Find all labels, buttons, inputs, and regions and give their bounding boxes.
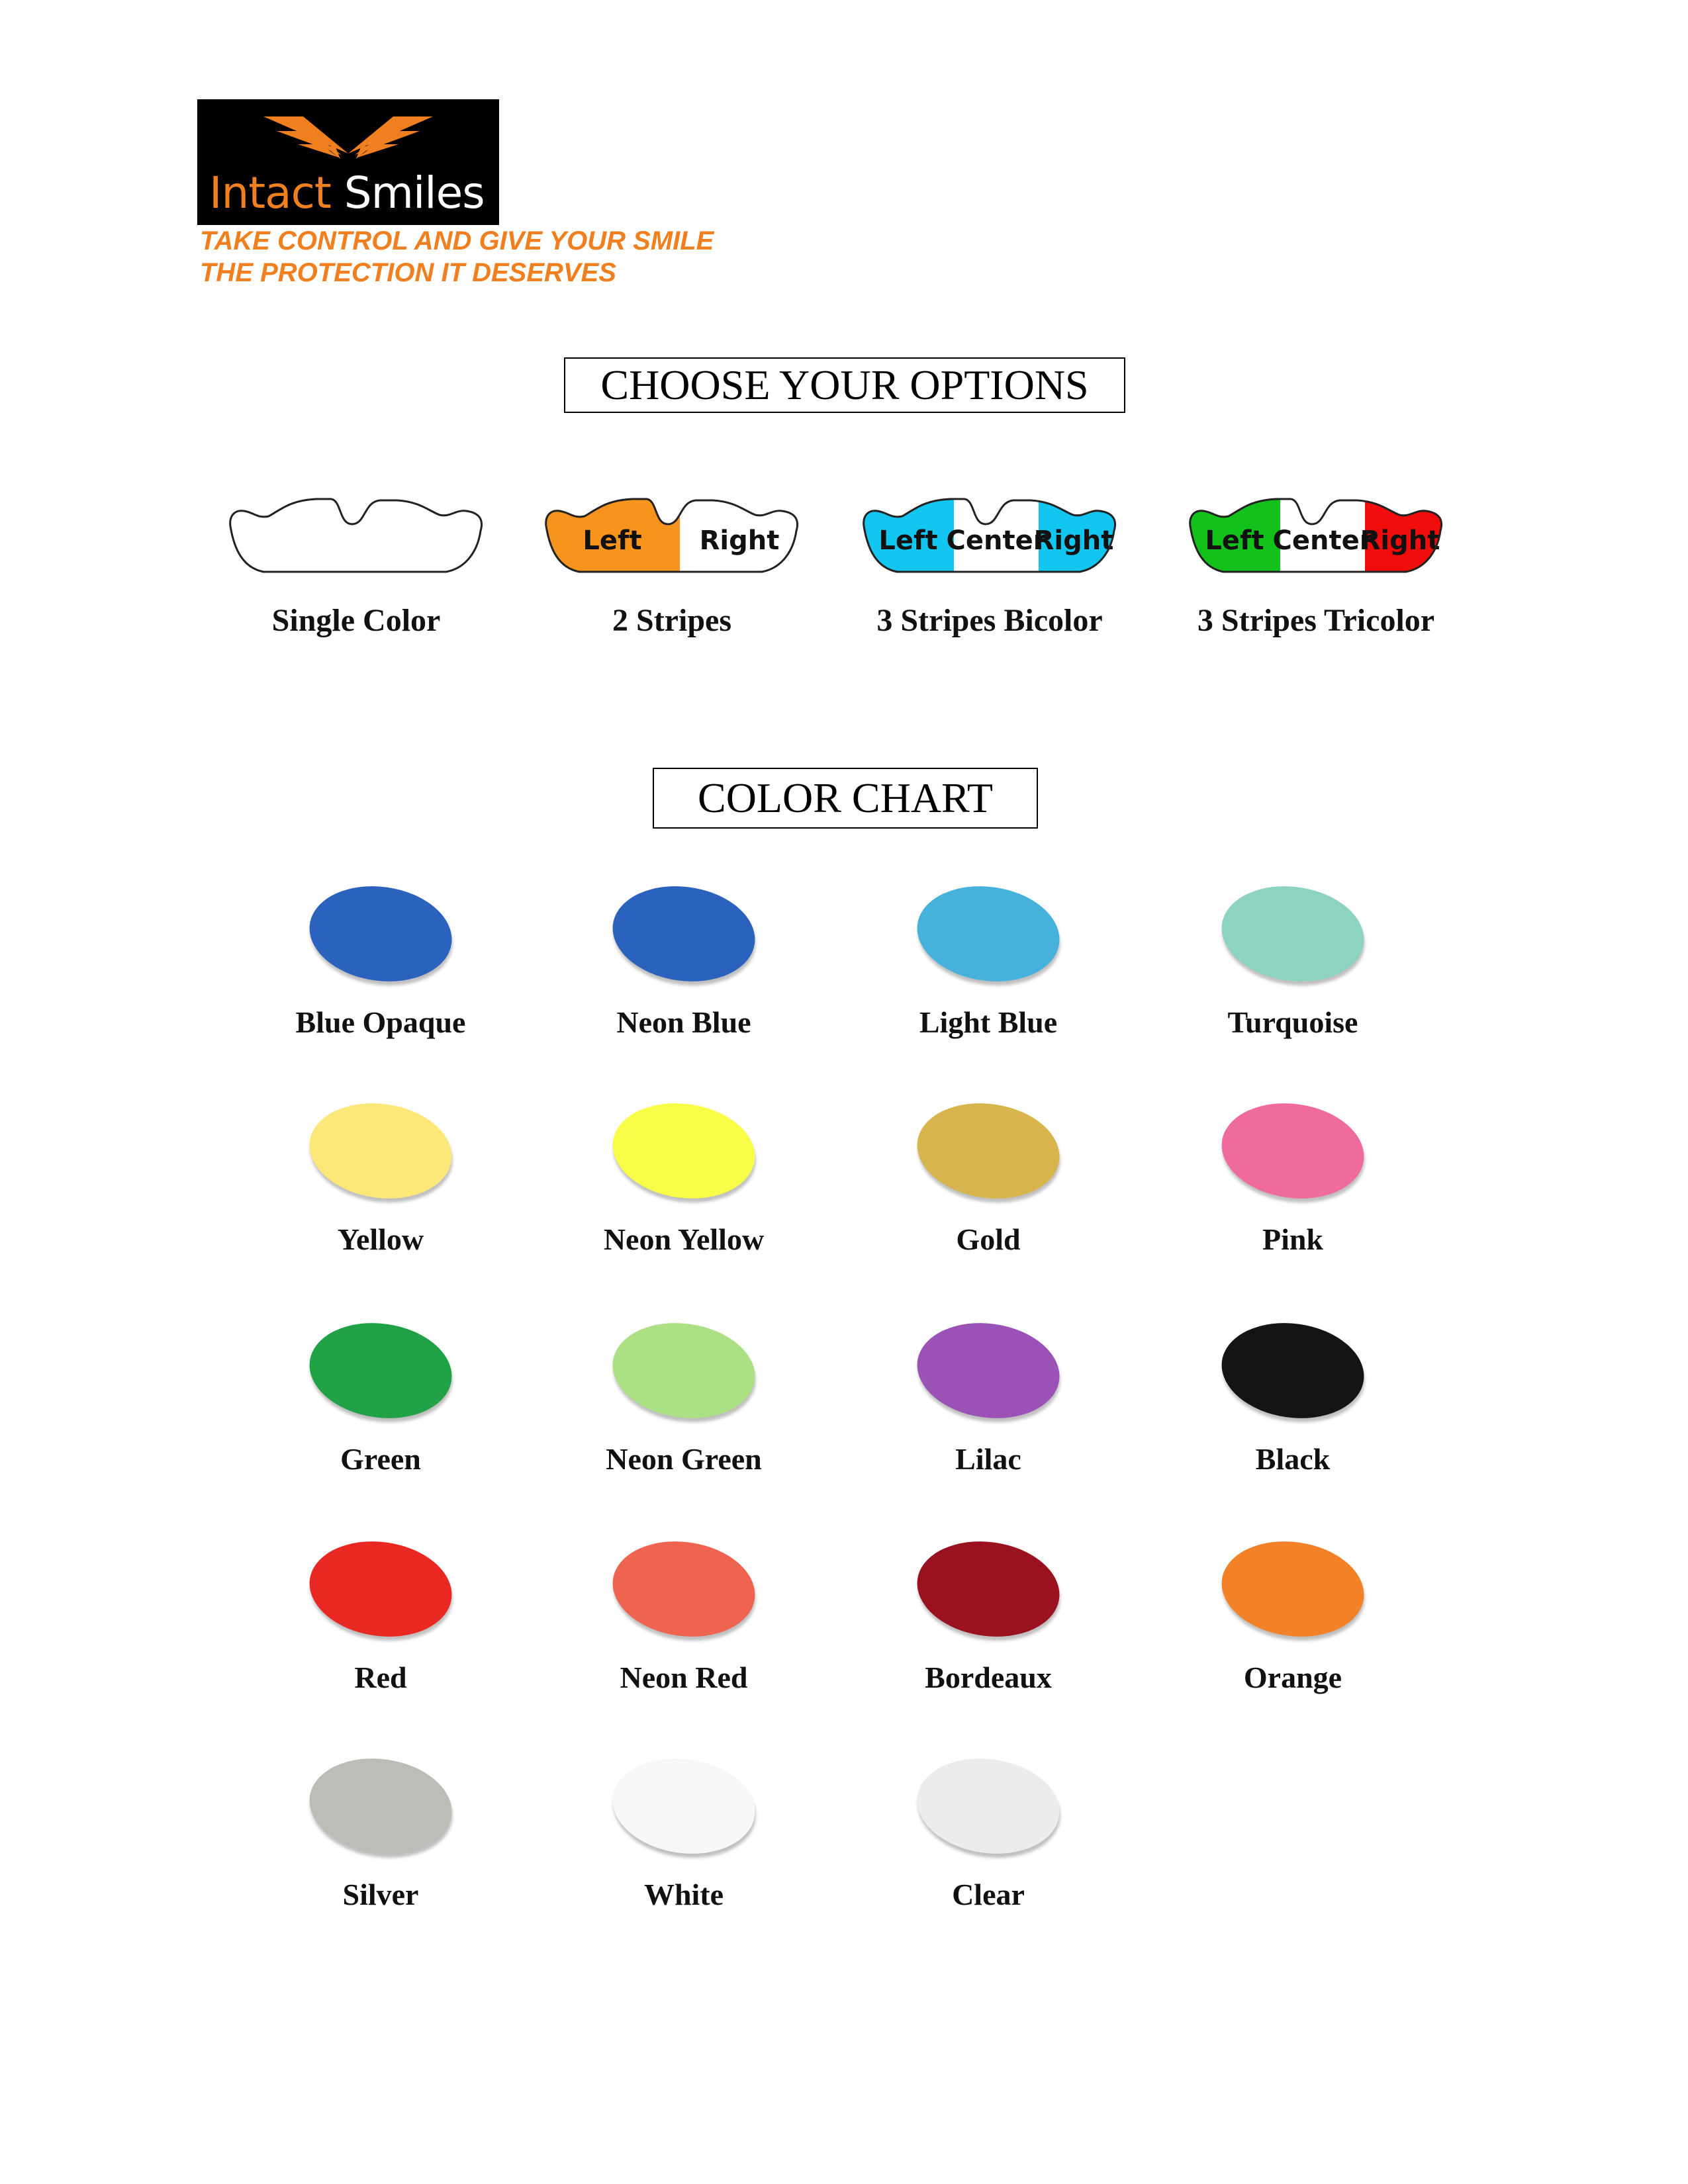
color-name: Neon Blue bbox=[616, 1005, 751, 1039]
color-swatch-blue-opaque[interactable] bbox=[261, 887, 500, 1059]
tagline-line2: THE PROTECTION IT DESERVES bbox=[200, 258, 616, 287]
color-name: Blue Opaque bbox=[295, 1005, 466, 1039]
color-swatch-yellow[interactable] bbox=[261, 1104, 500, 1276]
color-sample bbox=[606, 1314, 761, 1428]
color-name: Gold bbox=[956, 1222, 1021, 1256]
mouthguard-icon bbox=[851, 490, 1129, 582]
color-name: Green bbox=[340, 1442, 421, 1476]
option-2-stripes[interactable] bbox=[526, 490, 818, 649]
color-name: Orange bbox=[1243, 1661, 1342, 1694]
color-sample bbox=[303, 1095, 458, 1208]
color-name: Lilac bbox=[955, 1442, 1021, 1476]
tagline bbox=[200, 225, 714, 289]
color-swatch-turquoise[interactable] bbox=[1174, 887, 1412, 1059]
mouthguard-outline bbox=[230, 499, 482, 572]
color-swatch-neon-yellow[interactable] bbox=[565, 1104, 803, 1276]
color-swatch-light-blue[interactable] bbox=[869, 887, 1107, 1059]
option-label: Single Color bbox=[271, 603, 441, 638]
stripe-label-right: Right bbox=[699, 525, 780, 556]
color-sample bbox=[606, 1095, 761, 1208]
color-name: Turquoise bbox=[1227, 1005, 1358, 1039]
color-swatch-silver[interactable] bbox=[261, 1759, 500, 1931]
color-swatch-neon-red[interactable] bbox=[565, 1542, 803, 1714]
tagline-line1: TAKE CONTROL AND GIVE YOUR SMILE bbox=[200, 226, 714, 255]
color-sample bbox=[911, 1533, 1066, 1646]
wings-icon bbox=[257, 107, 440, 160]
stripe-label-left: Left bbox=[583, 525, 642, 556]
color-swatch-black[interactable] bbox=[1174, 1324, 1412, 1496]
color-sample bbox=[606, 1750, 761, 1863]
brand-logo bbox=[197, 99, 499, 225]
mouthguard-icon bbox=[1177, 490, 1455, 582]
mouthguard-icon bbox=[217, 490, 495, 582]
color-name: Light Blue bbox=[919, 1005, 1058, 1039]
option-3-stripes-bicolor[interactable] bbox=[844, 490, 1135, 649]
option-3-stripes-tricolor[interactable] bbox=[1170, 490, 1462, 649]
option-label: 3 Stripes Tricolor bbox=[1197, 603, 1435, 638]
color-swatch-bordeaux[interactable] bbox=[869, 1542, 1107, 1714]
color-sample bbox=[606, 878, 761, 991]
color-chart-title: COLOR CHART bbox=[653, 768, 1038, 829]
color-swatch-lilac[interactable] bbox=[869, 1324, 1107, 1496]
stripe-label-center: Center bbox=[1272, 525, 1373, 556]
color-swatch-orange[interactable] bbox=[1174, 1542, 1412, 1714]
color-sample bbox=[1215, 878, 1370, 991]
stripe-label-right: Right bbox=[1360, 525, 1440, 556]
color-sample bbox=[606, 1533, 761, 1646]
color-sample bbox=[1215, 1095, 1370, 1208]
color-sample bbox=[911, 878, 1066, 991]
color-sample bbox=[303, 1533, 458, 1646]
color-name: White bbox=[643, 1878, 724, 1911]
color-sample bbox=[911, 1750, 1066, 1863]
color-name: Black bbox=[1255, 1442, 1331, 1476]
brand-name bbox=[209, 167, 485, 218]
color-swatch-gold[interactable] bbox=[869, 1104, 1107, 1276]
color-sample bbox=[303, 1314, 458, 1428]
stripe-label-right: Right bbox=[1033, 525, 1114, 556]
stripe-label-center: Center bbox=[946, 525, 1047, 556]
option-label: 3 Stripes Bicolor bbox=[876, 603, 1103, 638]
color-name: Neon Green bbox=[606, 1442, 762, 1476]
color-name: Pink bbox=[1262, 1222, 1324, 1256]
stripe-label-left: Left bbox=[878, 525, 938, 556]
color-swatch-clear[interactable] bbox=[869, 1759, 1107, 1931]
option-label: 2 Stripes bbox=[612, 603, 731, 638]
color-name: Red bbox=[354, 1661, 407, 1694]
color-name: Silver bbox=[342, 1878, 419, 1911]
color-sample bbox=[1215, 1533, 1370, 1646]
color-swatch-pink[interactable] bbox=[1174, 1104, 1412, 1276]
color-sample bbox=[911, 1314, 1066, 1428]
color-name: Neon Red bbox=[620, 1661, 748, 1694]
options-title: CHOOSE YOUR OPTIONS bbox=[564, 357, 1125, 413]
color-swatch-neon-green[interactable] bbox=[565, 1324, 803, 1496]
color-swatch-green[interactable] bbox=[261, 1324, 500, 1496]
color-swatch-neon-blue[interactable] bbox=[565, 887, 803, 1059]
color-name: Neon Yellow bbox=[603, 1222, 765, 1256]
color-swatch-red[interactable] bbox=[261, 1542, 500, 1714]
color-name: Yellow bbox=[337, 1222, 424, 1256]
stripe-label-left: Left bbox=[1205, 525, 1264, 556]
color-name: Bordeaux bbox=[925, 1661, 1052, 1694]
color-sample bbox=[1215, 1314, 1370, 1428]
brand-name-part1: Intact bbox=[209, 167, 331, 218]
color-swatch-white[interactable] bbox=[565, 1759, 803, 1931]
mouthguard-icon bbox=[533, 490, 811, 582]
color-name: Clear bbox=[952, 1878, 1025, 1911]
color-sample bbox=[911, 1095, 1066, 1208]
color-sample bbox=[303, 878, 458, 991]
brand-name-part2: Smiles bbox=[344, 167, 485, 218]
color-sample bbox=[303, 1750, 458, 1863]
option-single-color[interactable] bbox=[211, 490, 502, 649]
